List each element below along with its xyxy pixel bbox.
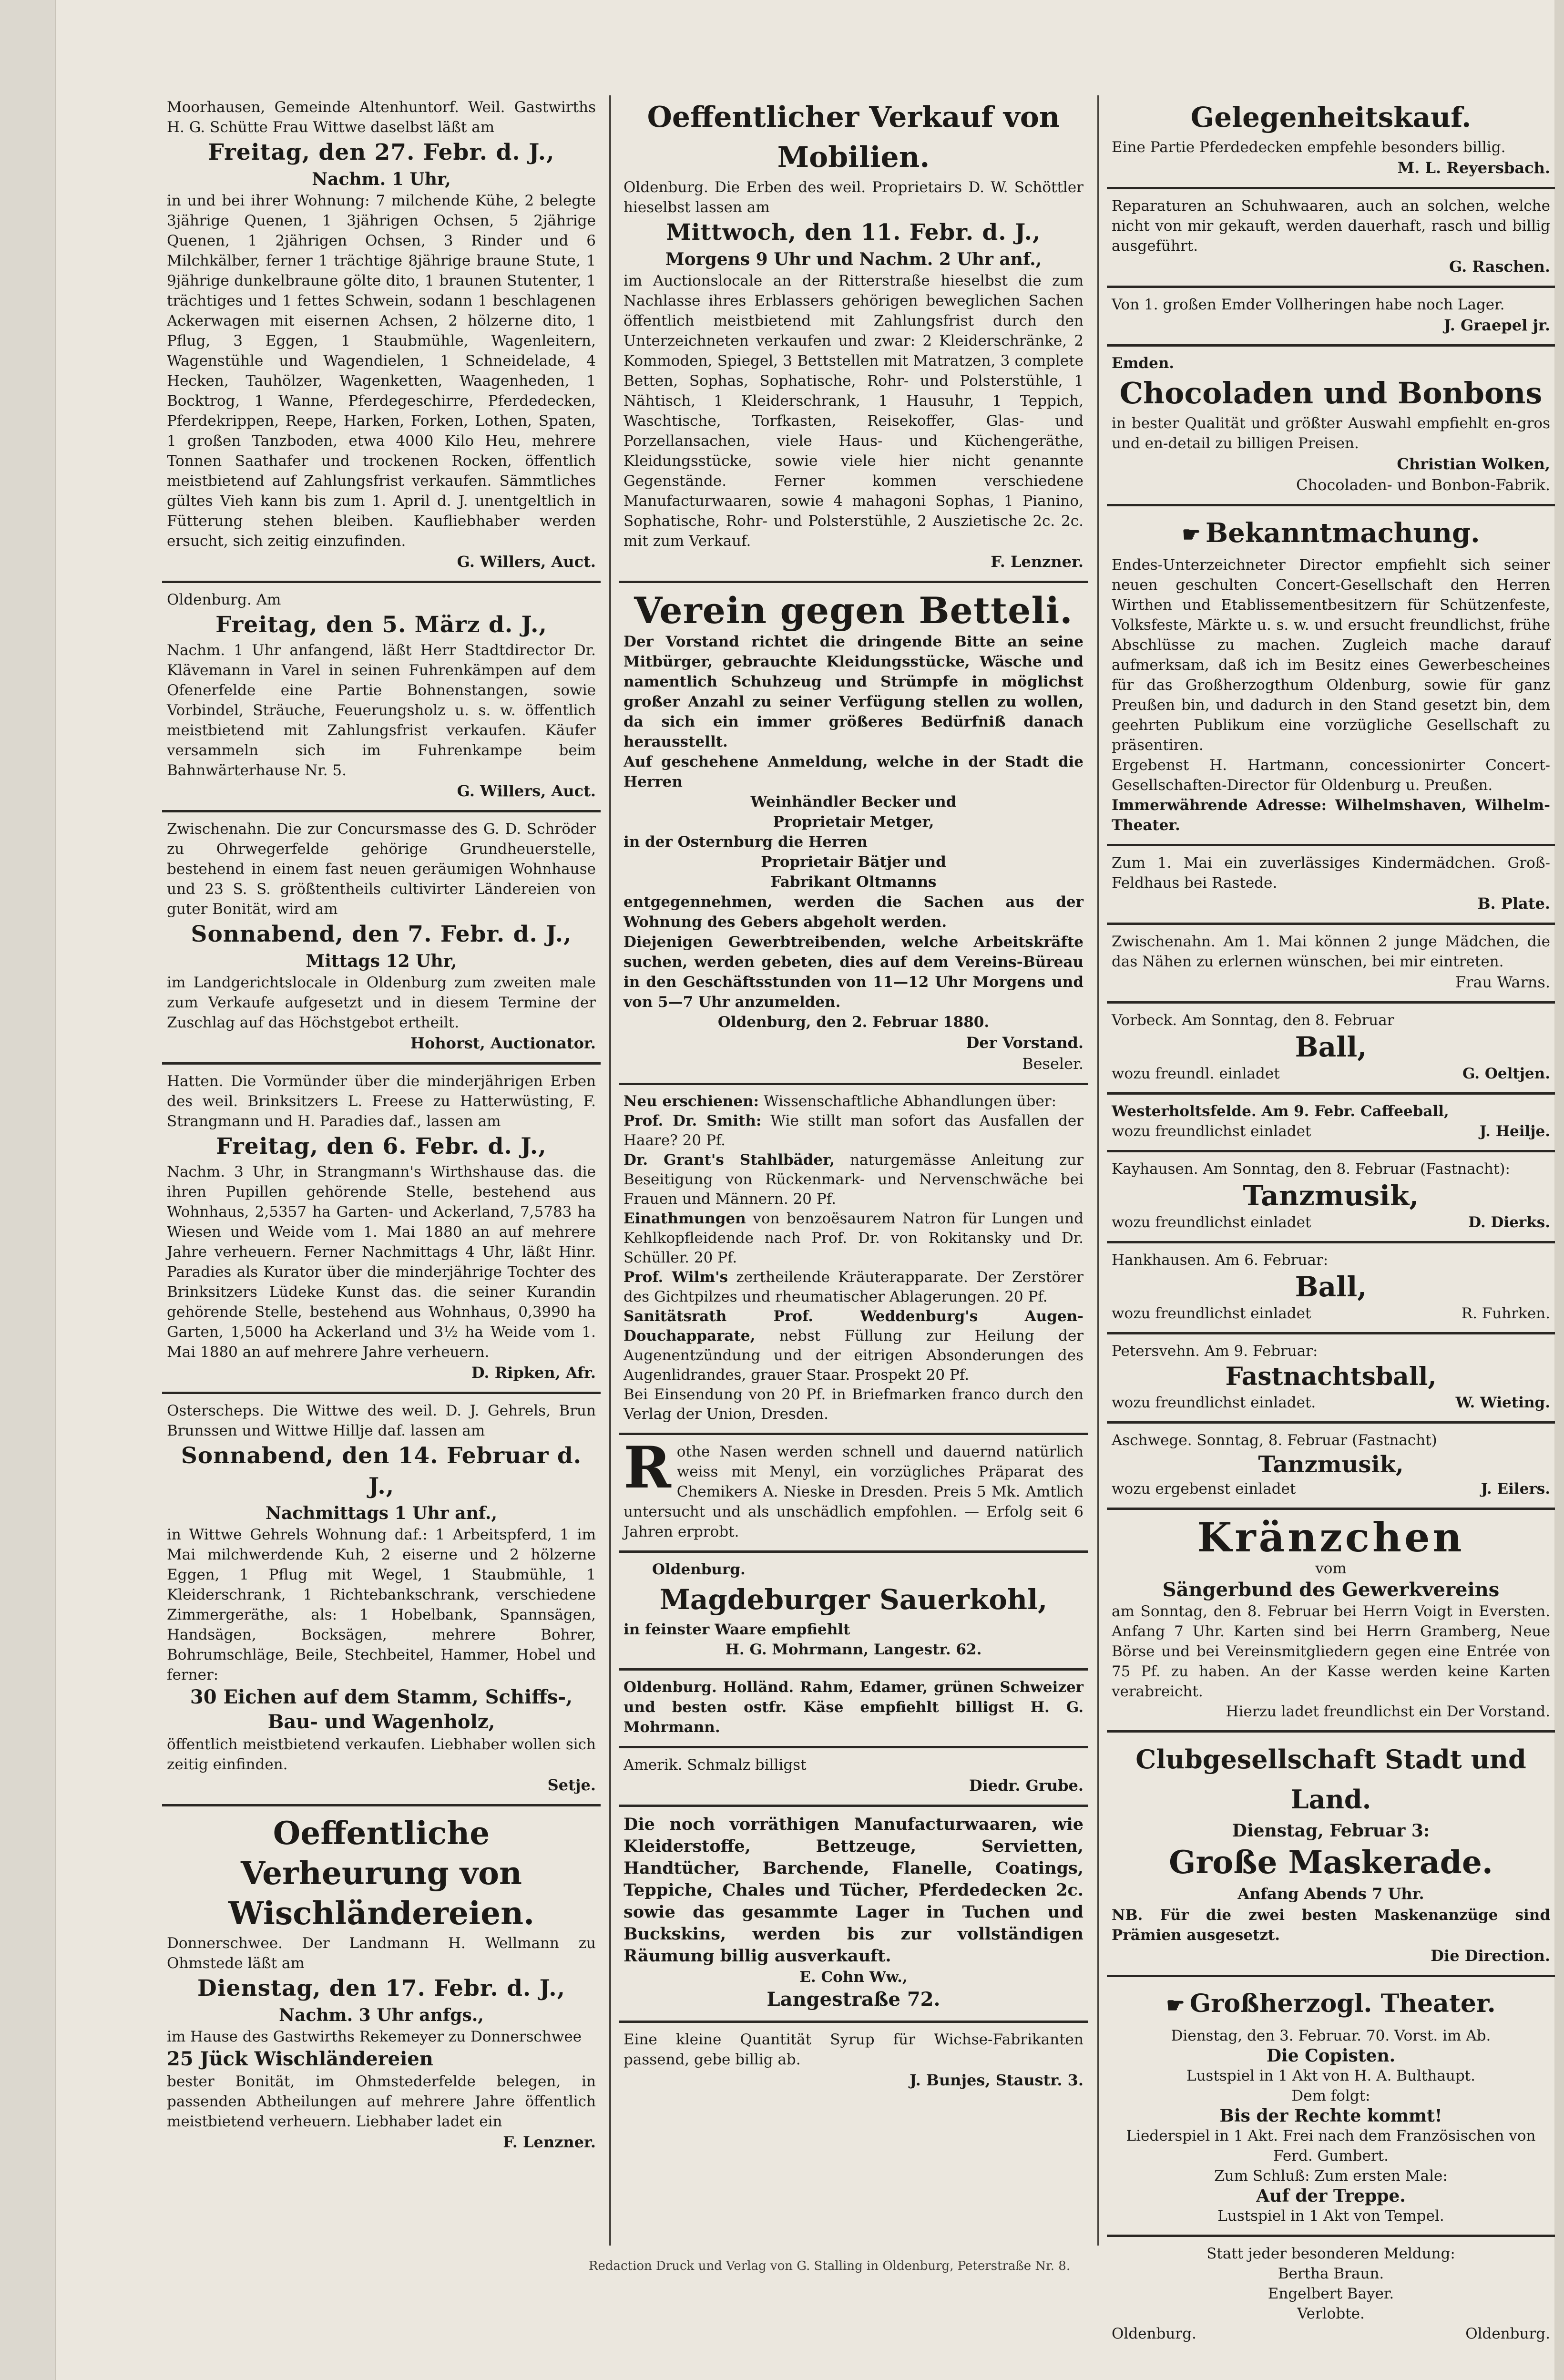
ad-name: Bertha Braun. xyxy=(1278,2265,1384,2282)
ad-verein-gegen-bettelei xyxy=(619,583,1088,1085)
list-item: Dr. Grant's Stahlbäder, naturgemässe Anleitung zur Beseitigung von Rückenmark- und Nervenschwäche bei Frauen und Männern. 20 Pf. xyxy=(624,1151,1084,1208)
ad-signature: G. Oeltjen. xyxy=(1462,1065,1550,1083)
ad-signature: W. Wieting. xyxy=(1455,1394,1550,1412)
ad-body: Reparaturen an Schuhwaaren, auch an solchen, welche nicht von mir gekauft, werden dauerhaft, rasch und billig ausgeführt. xyxy=(1112,197,1550,255)
ad-signature: R. Fuhrken. xyxy=(1461,1305,1550,1323)
ad-oldenburg-wood-sale xyxy=(162,583,601,812)
ad-headline: Tanzmusik, xyxy=(1258,1451,1404,1478)
ad-signature: Christian Wolken, xyxy=(1397,455,1550,473)
ad-body: in bester Qualität und größter Auswahl empfiehlt en-gros und en-detail zu billigen Preisen. xyxy=(1112,415,1550,452)
ad-body: Zum Schluß: Zum ersten Male: xyxy=(1214,2167,1448,2185)
ad-intro: Petersvehn. Am 9. Februar: xyxy=(1112,1343,1318,1360)
ad-headline: Magdeburger Sauerkohl, xyxy=(659,1583,1048,1616)
ad-signature: J. Graepel jr. xyxy=(1444,316,1550,334)
ad-donnerschwee-lease xyxy=(162,1806,601,2161)
ad-body-tail: bester Bonität, im Ohmstederfelde belegen, in passenden Abtheilungen auf mehrere Jahre öffentlich meistbietend verheuern. Liebhaber ladet ein xyxy=(167,2073,596,2130)
list-item: Prof. Wilm's zertheilende Kräuterapparate. Der Zerstörer des Gichtpilzes und rheumatischer Ablagerungen. 20 Pf. xyxy=(624,1269,1084,1305)
ad-signature: Ergebenst H. Hartmann, concessionirter Concert-Gesellschaften-Director für Oldenburg u. Preußen. xyxy=(1112,757,1550,794)
ad-naehen xyxy=(1107,925,1555,1004)
ad-place: Emden. xyxy=(1112,355,1175,372)
ad-signature: Frau Warns. xyxy=(1455,973,1550,992)
ad-date: Sonnabend, den 14. Februar d. J., xyxy=(181,1443,582,1499)
ad-petersvehn-fastnacht xyxy=(1107,1334,1555,1424)
ad-body: im Hause des Gastwirths Rekemeyer zu Donnerschwee xyxy=(167,2028,582,2045)
ad-headline: Ball, xyxy=(1295,1271,1367,1303)
ad-intro: Aschwege. Sonntag, 8. Februar (Fastnacht) xyxy=(1112,1432,1437,1449)
ad-invite: wozu freundlichst einladet xyxy=(1112,1214,1311,1231)
ad-body-tail: öffentlich meistbietend verkaufen. Liebhaber wollen sich zeitig einfinden. xyxy=(167,1736,596,1773)
ad-intro: Moorhausen, Gemeinde Altenhuntorf. Weil. Gastwirths H. G. Schütte Frau Wittwe daselbst läßt am xyxy=(167,99,596,136)
ad-name: Weinhändler Becker und xyxy=(750,793,957,810)
ad-status: Verlobte. xyxy=(1297,2305,1365,2322)
ad-time: Mittags 12 Uhr, xyxy=(306,951,457,971)
ad-body: Endes-Unterzeichneter Director empfiehlt sich seiner neuen geschulten Concert-Gesellschaft den Herren Wirthen und Etablissementbesitzern für Schützenfeste, Volksfeste, Märkte u. s. w. und ersucht freundlichst, frühe Abschlüsse zu machen. Zugleich mache darauf aufmerksam, daß ich im Besitz eines Gewerbescheines für das Großherzogthum Oldenburg, sowie für ganz Preußen bin, und dadurch in den Stand gesetzt bin, dem geehrten Publikum eine vorzügliche Gesellschaft zu präsentiren. xyxy=(1112,556,1550,754)
ad-date: Freitag, den 6. Febr. d. J., xyxy=(216,1133,547,1159)
ad-intro: Oldenburg. Die Erben des weil. Proprietairs D. W. Schöttler hieselbst lassen am xyxy=(624,179,1084,216)
column-3 xyxy=(1107,91,1555,2352)
ad-aschwege-tanzmusik xyxy=(1107,1424,1555,1510)
ad-gelegenheitskauf xyxy=(1107,91,1555,189)
ad-kindermaedchen xyxy=(1107,846,1555,925)
ad-time: Morgens 9 Uhr und Nachm. 2 Uhr anf., xyxy=(665,249,1042,269)
ad-date: Sonnabend, den 7. Febr. d. J., xyxy=(191,921,572,947)
pointing-hand-icon: ☛ xyxy=(1182,523,1201,547)
ad-kayhausen-tanzmusik xyxy=(1107,1152,1555,1243)
ad-body: Eine Partie Pferdedecken empfehle besonders billig. xyxy=(1112,139,1506,156)
ad-intro: Osterscheps. Die Wittwe des weil. D. J. Gehrels, Brun Brunssen und Wittwe Hillje daf. lassen am xyxy=(167,1402,596,1439)
ad-furniture-sale xyxy=(619,91,1088,583)
ad-moorhausen-auction xyxy=(162,91,601,583)
ad-cohn-manufactur xyxy=(619,1807,1088,2023)
page-margin-right xyxy=(1554,0,1564,2380)
ad-signature: G. Raschen. xyxy=(1449,257,1550,276)
ad-headline: Kränzchen xyxy=(1197,1514,1465,1561)
play-title: Bis der Rechte kommt! xyxy=(1219,2105,1442,2126)
ad-body: Von 1. großen Emder Vollheringen habe noch Lager. xyxy=(1112,296,1505,313)
ad-intro: Zwischenahn. Die zur Concursmasse des G. D. Schröder zu Ohrwegerfelde gehörige Grundheuerstelle, bestehend in einem fast neuen geräumigen Wohnhause und 23 S. S. größtentheils cultivirter Ländereien von guter Bonität, wird am xyxy=(167,821,596,918)
ad-body: othe Nasen werden schnell und dauernd natürlich weiss mit Menyl, ein vorzügliches Präparat des Chemikers A. Nieske in Dresden. Preis 5 Mk. Amtlich untersucht und als unschädlich empfohlen. — Erfolg seit 6 Jahren erprobt. xyxy=(624,1443,1084,1540)
ad-signature: Der Vorstand. xyxy=(966,1034,1084,1052)
ad-time: Nachm. 1 Uhr, xyxy=(312,169,451,189)
ad-body: Dem folgt: xyxy=(1291,2087,1370,2104)
ad-hankhausen-ball xyxy=(1107,1243,1555,1334)
ad-body: im Landgerichtslocale in Oldenburg zum zweiten male zum Verkaufe aufgesetzt und in diesem Termine der Zuschlag auf das Höchstgebot ertheilt. xyxy=(167,974,596,1031)
ad-event-title: Große Maskerade. xyxy=(1169,1844,1493,1881)
list-item: Einathmungen von benzoësaurem Natron für Lungen und Kehlkopfleidende nach Prof. Dr. von Rokitansky und Dr. Schüller. 20 Pf. xyxy=(624,1210,1084,1266)
ad-syrup xyxy=(619,2023,1088,2099)
ad-headline: Ball, xyxy=(1295,1031,1367,1064)
ad-date: Mittwoch, den 11. Febr. d. J., xyxy=(666,219,1041,246)
ad-name: Proprietair Bätjer und xyxy=(761,853,946,871)
ad-body: Zum 1. Mai ein zuverlässiges Kindermädchen. Groß-Feldhaus bei Rastede. xyxy=(1112,854,1550,892)
ad-body: Liederspiel in 1 Akt. Frei nach dem Französischen von Ferd. Gumbert. xyxy=(1126,2127,1536,2165)
ad-address: Immerwährende Adresse: Wilhelmshaven, Wilhelm-Theater. xyxy=(1112,797,1550,834)
ad-headline: Neu erschienen: xyxy=(624,1093,759,1110)
ad-headline: Oeffentliche Verheurung von Wischländereien. xyxy=(228,1815,535,1932)
ad-kraenzchen xyxy=(1107,1510,1555,1733)
ad-intro: Oldenburg. Am xyxy=(167,591,281,608)
ad-intro: Hankhausen. Am 6. Februar: xyxy=(1112,1252,1329,1269)
ad-headline: Großherzogl. Theater. xyxy=(1189,1989,1496,2019)
ad-signature: G. Willers, Auct. xyxy=(457,553,596,571)
ad-verlobung xyxy=(1107,2237,1555,2352)
ad-subheadline: Sängerbund des Gewerkvereins xyxy=(1162,1579,1500,1601)
imprint-footer: Redaction Druck und Verlag von G. Stalling in Oldenburg, Peterstraße Nr. 8. xyxy=(588,2259,1071,2273)
ad-zwischenahn-property xyxy=(162,812,601,1065)
ad-time: Anfang Abends 7 Uhr. xyxy=(1237,1885,1424,1903)
ad-signature: Beseler. xyxy=(1022,1055,1084,1073)
ad-body: Eine kleine Quantität Syrup für Wichse-Fabrikanten passend, gebe billig ab. xyxy=(624,2031,1084,2068)
ad-clubgesellschaft xyxy=(1107,1733,1555,1977)
ad-headline: Tanzmusik, xyxy=(1243,1180,1419,1212)
ad-body: Amerik. Schmalz billigst xyxy=(624,1756,807,1774)
ad-signature: B. Plate. xyxy=(1477,894,1550,913)
ad-signature: D. Ripken, Afr. xyxy=(471,1364,596,1382)
ad-headline: Bekanntmachung. xyxy=(1205,517,1480,549)
ad-osterscheps-auction xyxy=(162,1394,601,1806)
ad-theater xyxy=(1107,1977,1555,2237)
ad-body: Oldenburg. Holländ. Rahm, Edamer, grünen Schweizer und besten ostfr. Käse empfiehlt billigst H. G. Mohrmann. xyxy=(624,1679,1084,1736)
ad-invite: wozu freundl. einladet xyxy=(1112,1065,1280,1083)
drop-cap: R xyxy=(624,1434,671,1501)
ad-schuhreparatur xyxy=(1107,189,1555,288)
ad-date: Freitag, den 5. März d. J., xyxy=(215,612,547,638)
ad-rothe-nasen xyxy=(619,1435,1088,1553)
ad-signature: Die Direction. xyxy=(1431,1947,1550,1965)
ad-body: entgegennehmen, werden die Sachen aus der Wohnung des Gebers abgeholt werden. xyxy=(624,893,1084,931)
ad-highlight: 30 Eichen auf dem Stamm, Schiffs-, Bau- und Wagenholz, xyxy=(190,1686,573,1733)
ad-intro: Kayhausen. Am Sonntag, den 8. Februar (Fastnacht): xyxy=(1112,1160,1510,1178)
ad-date: Freitag, den 27. Febr. d. J., xyxy=(208,139,555,165)
ad-name: Engelbert Bayer. xyxy=(1268,2285,1394,2302)
ad-signature: Setje. xyxy=(547,1776,596,1794)
ad-connector: vom xyxy=(1315,1560,1347,1578)
ad-signature: Hohorst, Auctionator. xyxy=(410,1034,596,1052)
ad-intro: Westerholtsfelde. Am 9. Febr. Caffeeball, xyxy=(1112,1103,1449,1120)
ad-headline: Oeffentlicher Verkauf von Mobilien. xyxy=(647,101,1060,174)
ad-body: Der Vorstand richtet die dringende Bitte an seine Mitbürger, gebrauchte Kleidungsstücke, Wäsche und namentlich Schuhzeug und Strümpfe in möglichst großer Anzahl zu seiner Verfügung stellen zu wollen, da sich ein immer größeres Bedürfniß danach herausstellt. xyxy=(624,633,1084,750)
ad-name: Proprietair Metger, xyxy=(773,813,934,831)
ad-invite: wozu ergebenst einladet xyxy=(1112,1480,1296,1498)
ad-sauerkohl xyxy=(619,1553,1088,1671)
ad-intro: Statt jeder besonderen Meldung: xyxy=(1206,2245,1455,2262)
ad-signature: Hierzu ladet freundlichst ein Der Vorstand. xyxy=(1226,1703,1550,1721)
ad-signature: E. Cohn Ww., xyxy=(799,1969,908,1986)
ad-body: Lustspiel in 1 Akt von Tempel. xyxy=(1217,2207,1444,2225)
ad-body: in und bei ihrer Wohnung: 7 milchende Kühe, 2 belegte 3jährige Quenen, 1 3jährigen Ochsen, 5 2jährige Quenen, 1 2jährigen Ochsen, 3 Rinder und 6 Milchkälber, ferner 1 trächtige 8jährige braune Stute, 1 9jährige dunkelbraune gölte dito, 1 braunen Stutenter, 1 trächtiges und 1 fettes Schwein, sodann 1 beschlagenen Ackerwagen mit eisernen Achsen, 2 hölzerne dito, 1 Pflug, 3 Eggen, 1 Staubmühle, Wagenleitern, Wagenstühle und Wagendielen, 1 Schneidelade, 4 Hecken, Tauhölzer, Wagenketten, Waagenheden, 1 Bocktrog, 1 Wanne, Pferdegeschirre, Pferdedecken, Pferdekrippen, Reepe, Harken, Forken, Lothen, Spaten, 1 großen Tanzboden, etwa 4000 Kilo Heu, mehrere Tonnen Saathafer und trockenen Rocken, öffentlich meistbietend auf Zahlungsfrist verkaufen. Sämmtliches gültes Vieh kann bis zum 1. April d. J. unentgeltlich in Fütterung stehen bleiben. Kaufliebhaber werden ersucht, sich zeitig einzufinden. xyxy=(167,192,596,550)
ad-body: im Auctionslocale an der Ritterstraße hieselbst die zum Nachlasse ihres Erblassers gehörigen beweglichen Sachen öffentlich meistbietend mit Zahlungsfrist durch den Unterzeichneten verkaufen und zwar: 2 Kleiderschränke, 2 Kommoden, Spiegel, 3 Bettstellen mit Matratzen, 3 complete Betten, Sophas, Sophatische, Rohr- und Polsterstühle, 1 Nähtisch, 1 Kleiderschrank, 1 Hausuhr, 1 Teppich, Waschtische, Torfkasten, Reisekoffer, Glas- und Porzellansachen, viele Haus- und Küchengeräthe, Kleidungsstücke, sowie viele hier nicht genannte Gegenstände. Ferner kommen verschiedene Manufacturwaaren, sowie 4 mahagoni Sophas, 1 Pianino, Sophatische, Rohr- und Polsterstühle, 2 Auszietische 2c. 2c. mit zum Verkauf. xyxy=(624,272,1084,550)
play-title: Auf der Treppe. xyxy=(1256,2185,1406,2206)
ad-heringe xyxy=(1107,288,1555,347)
ad-westerholtsfelde xyxy=(1107,1095,1555,1152)
ad-kaese xyxy=(619,1671,1088,1748)
ad-signature: G. Willers, Auct. xyxy=(457,782,596,800)
ad-body: in der Osternburg die Herren xyxy=(624,833,868,851)
ad-time: Nachm. 3 Uhr anfgs., xyxy=(279,2005,484,2025)
ad-signature: F. Lenzner. xyxy=(991,553,1084,571)
ad-body: Lustspiel in 1 Akt von H. A. Bulthaupt. xyxy=(1186,2067,1475,2084)
ad-place: Oldenburg. xyxy=(1465,2325,1550,2342)
ad-neu-erschienen xyxy=(619,1085,1088,1435)
ad-headline: Verein gegen Betteli. xyxy=(634,589,1073,632)
ad-headline: Clubgesellschaft Stadt und Land. xyxy=(1135,1744,1526,1815)
ad-bekanntmachung xyxy=(1107,506,1555,846)
list-item: Sanitätsrath Prof. Weddenburg's Augen-Douchapparate, nebst Füllung zur Heilung der Augenentzündung und der eitrigen Absonderungen des Augenlidrandes, grauer Staar. Prospekt 20 Pf. xyxy=(624,1308,1084,1384)
ad-intro: Hatten. Die Vormünder über die minderjährigen Erben des weil. Brinksitzers L. Freese zu Hatterwüsting, F. Strangmann und H. Paradies daf., lassen am xyxy=(167,1073,596,1130)
ad-body: Zwischenahn. Am 1. Mai können 2 junge Mädchen, die das Nähen zu erlernen wünschen, bei mir eintreten. xyxy=(1112,933,1550,971)
column-1 xyxy=(162,91,601,2161)
publication-list xyxy=(624,1111,1084,1385)
ad-body: in Wittwe Gehrels Wohnung daf.: 1 Arbeitspferd, 1 im Mai milchwerdende Kuh, 2 eiserne und 2 hölzerne Eggen, 1 Pflug mit Wegel, 1 Staubmühle, 1 Kleiderschrank, 1 Richtebankschrank, verschiedene Zimmergeräthe, als: 1 Hobelbank, Spannsägen, Handsägen, Bocksägen, mehrere Bohrer, Bohrumschläge, Beile, Stechbeitel, Hammer, Hobel und ferner: xyxy=(167,1526,596,1683)
ad-hatten-lease xyxy=(162,1065,601,1394)
list-item: Prof. Dr. Smith: Wie stillt man sofort das Ausfallen der Haare? 20 Pf. xyxy=(624,1112,1084,1149)
ad-body: Nachm. 3 Uhr, in Strangmann's Wirthshause das. die ihren Pupillen gehörende Stelle, bestehend aus Wohnhaus, 2,5357 ha Garten- und Ackerland, 7,5783 ha Wiesen und Weide vom 1. Mai 1880 an auf mehrere Jahre verheuern. Ferner Nachmittags 4 Uhr, läßt Hinr. Paradies als Kurator über die minderjährige Tochter des Brinksitzers Lüdeke Kunst das. die seiner Kurandin gehörende Stelle, bestehend aus Wohnhaus, 0,3990 ha Garten, 1,5000 ha Ackerland und 3½ ha Weide vom 1. Mai 1880 an auf mehrere Jahre verheuern. xyxy=(167,1163,596,1361)
ad-date: Dienstag, den 3. Februar. 70. Vorst. im Ab. xyxy=(1171,2027,1491,2044)
ad-signature: M. L. Reyersbach. xyxy=(1397,159,1550,177)
ad-chocoladen xyxy=(1107,347,1555,506)
ad-dateline: Oldenburg, den 2. Februar 1880. xyxy=(717,1014,990,1031)
column-2 xyxy=(619,91,1088,2099)
ad-vorbeck-ball xyxy=(1107,1004,1555,1095)
page-margin-left xyxy=(0,0,56,2380)
ad-place: Oldenburg. xyxy=(652,1561,746,1578)
ad-signature: J. Bunjes, Staustr. 3. xyxy=(909,2071,1084,2089)
ad-footer: Bei Einsendung von 20 Pf. in Briefmarken franco durch den Verlag der Union, Dresden. xyxy=(624,1386,1084,1423)
ad-intro: Vorbeck. Am Sonntag, den 8. Februar xyxy=(1112,1012,1394,1029)
pointing-hand-icon: ☛ xyxy=(1166,1993,1185,2018)
ad-highlight: 25 Jück Wischländereien xyxy=(167,2048,433,2070)
ad-body: Auf geschehene Anmeldung, welche in der Stadt die Herren xyxy=(624,753,1084,790)
ad-intro: Donnerschwee. Der Landmann H. Wellmann zu Ohmstede läßt am xyxy=(167,1935,596,1972)
column-divider xyxy=(609,95,611,2246)
ad-signature: H. G. Mohrmann, Langestr. 62. xyxy=(725,1641,982,1658)
ad-date: Dienstag, Februar 3: xyxy=(1232,1821,1430,1841)
play-title: Die Copisten. xyxy=(1266,2045,1396,2066)
ad-body: am Sonntag, den 8. Februar bei Herrn Voigt in Eversten. Anfang 7 Uhr. Karten sind bei Herrn Gramberg, Neue Börse und bei Vereinsmitgliedern gegen eine Entrée von 75 Pf. zu haben. An der Kasse werden keine Karten verabreicht. xyxy=(1112,1603,1550,1701)
ad-invite: wozu freundlichst einladet xyxy=(1112,1305,1311,1323)
ad-invite: wozu freundlichst einladet. xyxy=(1112,1394,1316,1412)
ad-headline: Gelegenheitskauf. xyxy=(1190,101,1472,133)
ad-time: Nachmittags 1 Uhr anf., xyxy=(265,1503,498,1523)
column-divider xyxy=(1097,95,1099,2246)
ad-signature: J. Heilje. xyxy=(1479,1123,1550,1140)
ad-body: Die noch vorräthigen Manufacturwaaren, wie Kleiderstoffe, Bettzeuge, Servietten, Handtücher, Barchende, Flanelle, Coatings, Teppiche, Chales und Tücher, Pferdedecken 2c. sowie das gesammte Lager in Tuchen und Buckskins, werden bis zur vollständigen Räumung billig ausverkauft. xyxy=(624,1815,1084,1966)
ad-headline: Chocoladen und Bonbons xyxy=(1119,376,1543,410)
ad-signature: Langestraße 72. xyxy=(767,1988,940,2011)
ad-note: NB. Für die zwei besten Maskenanzüge sind Prämien ausgesetzt. xyxy=(1112,1907,1550,1944)
ad-body: Diejenigen Gewerbtreibenden, welche Arbeitskräfte suchen, werden gebeten, dies auf dem Vereins-Büreau in den Geschäftsstunden von 11—12 Uhr Morgens und von 5—7 Uhr anzumelden. xyxy=(624,934,1084,1011)
ad-invite: wozu freundlichst einladet xyxy=(1112,1123,1311,1140)
ad-name: Fabrikant Oltmanns xyxy=(770,873,937,891)
ad-body: Nachm. 1 Uhr anfangend, läßt Herr Stadtdirector Dr. Klävemann in Varel in seinen Fuhrenkämpen auf dem Ofenerfelde eine Partie Bohnenstangen, sowie Vorbindel, Sträuche, Feuerungsholz u. s. w. öffentlich meistbietend mit Zahlungsfrist verkaufen. Käufer versammeln sich im Fuhrenkampe beim Bahnwärterhause Nr. 5. xyxy=(167,642,596,779)
ad-signature: F. Lenzner. xyxy=(503,2133,596,2151)
ad-signature: D. Dierks. xyxy=(1468,1214,1550,1231)
ad-place: Oldenburg. xyxy=(1112,2325,1196,2342)
ad-date: Dienstag, den 17. Febr. d. J., xyxy=(197,1975,565,2001)
ad-signature: J. Eilers. xyxy=(1481,1480,1550,1498)
ad-body: in feinster Waare empfiehlt xyxy=(624,1621,850,1638)
ad-schmalz xyxy=(619,1748,1088,1807)
ad-signature: Chocoladen- und Bonbon-Fabrik. xyxy=(1296,476,1550,494)
ad-signature: Diedr. Grube. xyxy=(969,1776,1084,1795)
ad-headline: Fastnachtsball, xyxy=(1225,1362,1437,1392)
ad-intro: Wissenschaftliche Abhandlungen über: xyxy=(763,1093,1057,1110)
